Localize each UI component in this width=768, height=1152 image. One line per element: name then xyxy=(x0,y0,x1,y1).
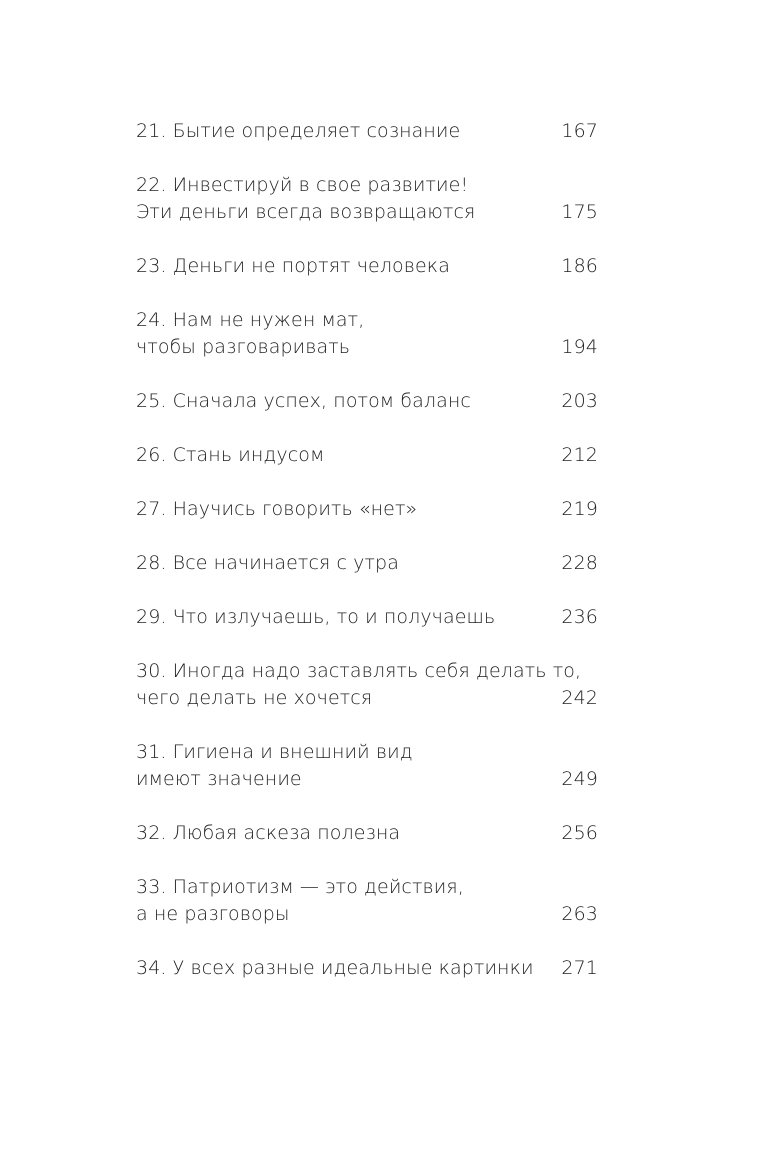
toc-entry xyxy=(136,658,598,712)
toc-entry-title xyxy=(136,118,556,145)
toc-entry xyxy=(136,874,598,928)
toc-entry-title-line: 29. Что излучаешь, то и получаешь xyxy=(136,606,496,628)
toc-entry-title-line: 33. Патриотизм — это действия, xyxy=(136,876,464,898)
toc-entry-title xyxy=(136,442,556,469)
toc-entry-title-line: 21. Бытие определяет сознание xyxy=(136,120,461,142)
toc-entry xyxy=(136,604,598,631)
toc-entry xyxy=(136,253,598,280)
toc-entry-title xyxy=(136,253,556,280)
toc-entry-title-line: 31. Гигиена и внешний вид xyxy=(136,741,413,763)
toc-entry-page-number: 236 xyxy=(561,606,598,628)
toc-entry-page-number: 256 xyxy=(561,822,598,844)
toc-entry-title xyxy=(136,307,556,361)
toc-entry-title-line: чего делать не хочется xyxy=(136,687,373,709)
toc-entry-title-line: 32. Любая аскеза полезна xyxy=(136,822,401,844)
toc-entry-title-line: 25. Сначала успех, потом баланс xyxy=(136,390,471,412)
toc-entry-title-line: 22. Инвестируй в свое развитие! xyxy=(136,174,469,196)
toc-entry-title-line: а не разговоры xyxy=(136,903,290,925)
toc-entry-title-line: 28. Все начинается с утра xyxy=(136,552,399,574)
table-of-contents xyxy=(136,118,598,1009)
toc-entry-title-line: 23. Деньги не портят человека xyxy=(136,255,450,277)
toc-entry xyxy=(136,118,598,145)
toc-entry-title xyxy=(136,739,556,793)
toc-entry-title-line: 34. У всех разные идеальные картинки xyxy=(136,957,534,979)
toc-entry-title xyxy=(136,604,556,631)
toc-entry xyxy=(136,442,598,469)
toc-entry xyxy=(136,172,598,226)
toc-entry-page-number: 203 xyxy=(561,390,598,412)
toc-entry-page-number: 186 xyxy=(561,255,598,277)
toc-entry xyxy=(136,550,598,577)
toc-entry-page-number: 249 xyxy=(561,768,598,790)
toc-entry xyxy=(136,388,598,415)
toc-entry-title-line: имеют значение xyxy=(136,768,302,790)
toc-entry-title-line: 30. Иногда надо заставлять себя делать то, xyxy=(136,660,582,682)
toc-entry-title-line: чтобы разговаривать xyxy=(136,336,351,358)
toc-entry-page-number: 175 xyxy=(561,201,598,223)
toc-entry xyxy=(136,955,598,982)
toc-entry-title-line: 24. Нам не нужен мат, xyxy=(136,309,365,331)
toc-entry-page-number: 194 xyxy=(561,336,598,358)
toc-entry-title xyxy=(136,172,556,226)
toc-entry-page-number: 263 xyxy=(561,903,598,925)
toc-entry-title-line: Эти деньги всегда возвращаются xyxy=(136,201,476,223)
toc-entry-title xyxy=(136,496,556,523)
toc-entry-title xyxy=(136,388,556,415)
toc-entry-page-number: 271 xyxy=(561,957,598,979)
toc-entry-title-line: 27. Научись говорить «нет» xyxy=(136,498,418,520)
toc-entry xyxy=(136,496,598,523)
toc-entry-title-line: 26. Стань индусом xyxy=(136,444,325,466)
toc-entry-title xyxy=(136,820,556,847)
toc-entry-page-number: 167 xyxy=(561,120,598,142)
toc-entry-page-number: 242 xyxy=(561,687,598,709)
toc-entry-page-number: 212 xyxy=(561,444,598,466)
toc-entry-page-number: 228 xyxy=(561,552,598,574)
toc-entry-title xyxy=(136,874,556,928)
toc-entry xyxy=(136,739,598,793)
toc-entry-title xyxy=(136,550,556,577)
toc-entry-title xyxy=(136,955,556,982)
toc-entry xyxy=(136,307,598,361)
toc-entry xyxy=(136,820,598,847)
toc-entry-page-number: 219 xyxy=(561,498,598,520)
